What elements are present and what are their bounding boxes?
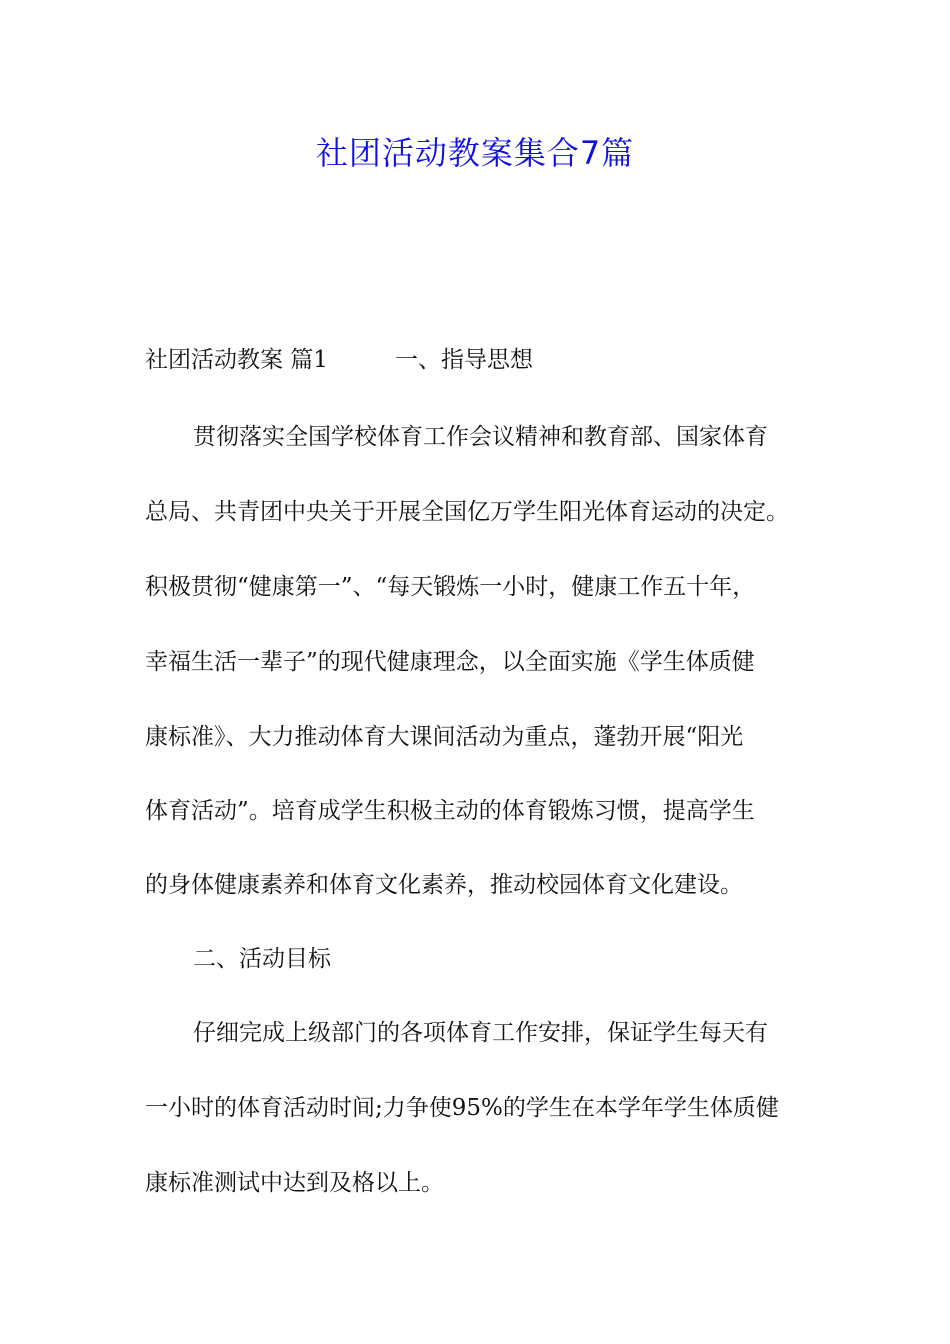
- section-heading-line: [145, 342, 825, 378]
- heading-guiding-ideology: 一、指导思想: [395, 347, 533, 373]
- paragraph-line: 贯彻落实全国学校体育工作会议精神和教育部、国家体育: [193, 424, 768, 450]
- paragraph-line: 仔细完成上级部门的各项体育工作安排，保证学生每天有: [193, 1020, 768, 1046]
- document-title: 社团活动教案集合7篇: [315, 134, 635, 172]
- section-label: 社团活动教案 篇1: [145, 347, 328, 373]
- paragraph-line: 康标准》、大力推动体育大课间活动为重点，蓬勃开展“阳光: [145, 724, 744, 750]
- paragraph-line: 的身体健康素养和体育文化素养，推动校园体育文化建设。: [145, 872, 743, 898]
- paragraph-line: 一小时的体育活动时间;力争使95%的学生在本学年学生体质健: [145, 1095, 779, 1121]
- paragraph-line: 幸福生活一辈子”的现代健康理念，以全面实施《学生体质健: [145, 649, 755, 675]
- paragraph-line: 积极贯彻“健康第一”、“每天锻炼一小时，健康工作五十年，: [145, 574, 756, 600]
- paragraph-line: 总局、共青团中央关于开展全国亿万学生阳光体育运动的决定。: [145, 499, 789, 525]
- paragraph-line: 体育活动”。培育成学生积极主动的体育锻炼习惯，提高学生: [145, 798, 755, 824]
- paragraph-line: 康标准测试中达到及格以上。: [145, 1170, 444, 1196]
- heading-activity-goals: 二、活动目标: [193, 946, 331, 972]
